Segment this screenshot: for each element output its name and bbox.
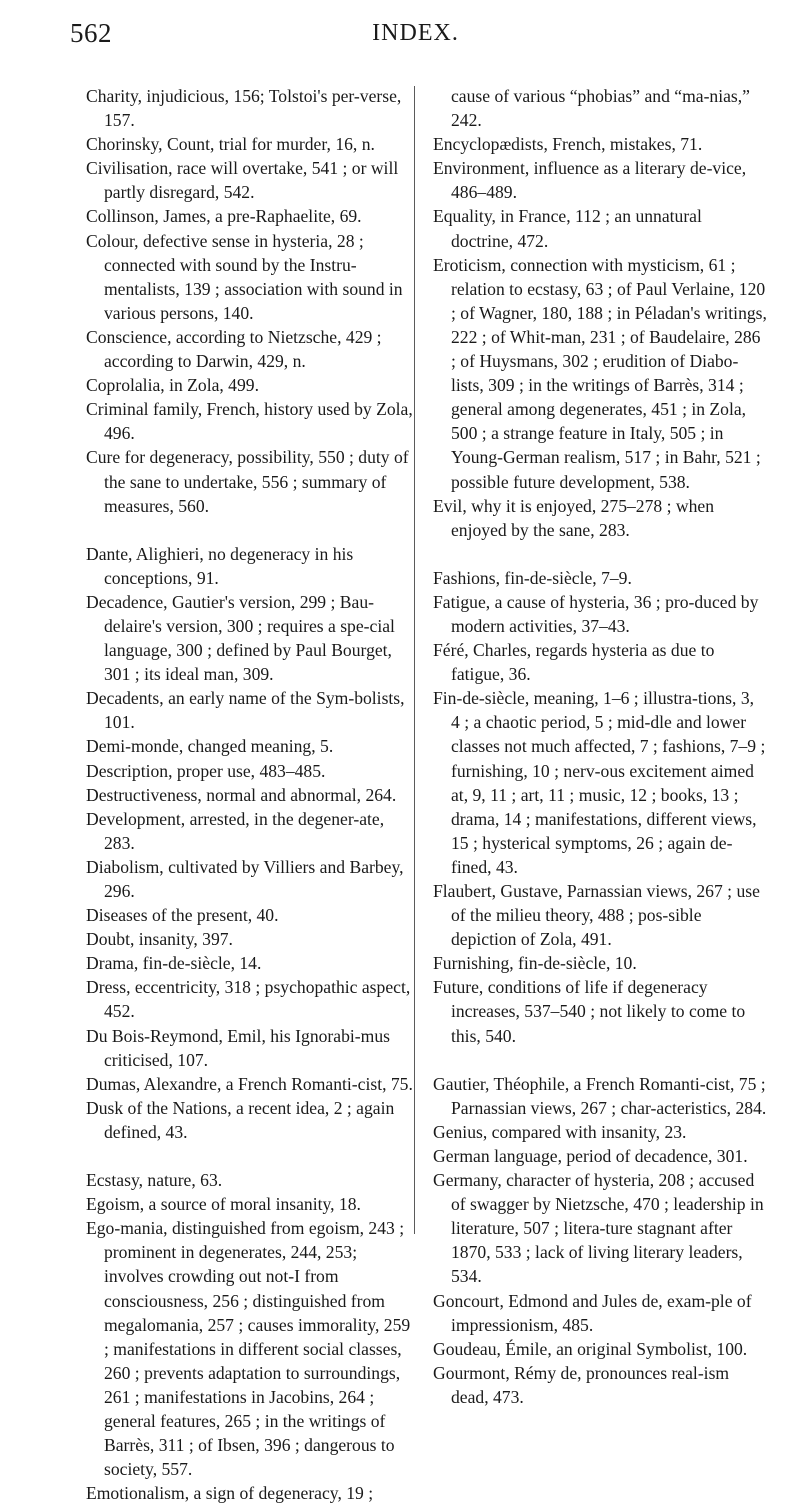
index-entry: Gautier, Théophile, a French Romanti-cist, 75 ; Parnassian views, 267 ; char-acteristics, 284. xyxy=(433,1073,767,1118)
index-entry: Eroticism, connection with mysticism, 61 ; relation to ecstasy, 63 ; of Paul Verlaine, 120 ; of Wagner, 180, 188 ; in Péladan's writings, 222 ; of Whit-man, 231 ; of Baudelaire, 286 ; of Huysmans, 302 ; erudition of Diabo-lists, 309 ; in the writings of Barrès, 314 ; general among degenerates, 451 ; in Zola, 500 ; a strange feature in Italy, 505 ; in Young-German realism, 517 ; in Bahr, 521 ; possible future development, 538. xyxy=(433,254,767,492)
index-entry: Flaubert, Gustave, Parnassian views, 267 ; use of the milieu theory, 488 ; pos-sible depiction of Zola, 491. xyxy=(433,881,760,950)
index-entry: Civilisation, race will overtake, 541 ; or will partly disregard, 542. xyxy=(86,158,399,203)
index-entry: Destructiveness, normal and abnormal, 264. xyxy=(86,784,397,805)
index-entry: Future, conditions of life if degeneracy increases, 537–540 ; not likely to come to this, 540. xyxy=(433,977,746,1046)
index-entry: Fatigue, a cause of hysteria, 36 ; pro-duced by modern activities, 37–43. xyxy=(433,591,759,636)
index-entry: Dumas, Alexandre, a French Romanti-cist, 75. xyxy=(86,1073,413,1094)
index-entry: Féré, Charles, regards hysteria as due to fatigue, 36. xyxy=(433,640,715,685)
index-entry: Evil, why it is enjoyed, 275–278 ; when enjoyed by the sane, 283. xyxy=(433,495,714,540)
index-entry: Egoism, a source of moral insanity, 18. xyxy=(86,1194,361,1215)
index-entry: Coprolalia, in Zola, 499. xyxy=(86,375,259,396)
column-divider xyxy=(414,86,415,1234)
index-entry: Dante, Alighieri, no degeneracy in his conceptions, 91. xyxy=(86,543,354,588)
index-entry: Development, arrested, in the degener-ate, 283. xyxy=(86,808,385,853)
index-entry: Drama, fin-de-siècle, 14. xyxy=(86,953,262,974)
index-column-right xyxy=(433,84,767,1409)
page-header xyxy=(70,18,761,58)
index-entry: Ego-mania, distinguished from egoism, 243 ; prominent in degenerates, 244, 253; involves crowding out not-I from consciousness, 256 ; distinguished from megalomania, 257 ; causes immorality, 259 ; manifestations in different social classes, 260 ; prevents adaptation to surroundings, 261 ; manifestations in Jacobins, 264 ; general features, 265 ; in the writings of Barrès, 311 ; of Ibsen, 396 ; dangerous to society, 557. xyxy=(86,1218,411,1480)
index-entry: Demi-monde, changed meaning, 5. xyxy=(86,736,334,757)
index-entry: Cure for degeneracy, possibility, 550 ; duty of the sane to undertake, 556 ; summary of measures, 560. xyxy=(86,447,409,516)
index-entry: Chorinsky, Count, trial for murder, 16, n. xyxy=(86,134,375,155)
index-entry: Dress, eccentricity, 318 ; psychopathic aspect, 452. xyxy=(86,977,411,1022)
index-entry: Ecstasy, nature, 63. xyxy=(86,1170,223,1191)
index-entry: Dusk of the Nations, a recent idea, 2 ; again defined, 43. xyxy=(86,1097,395,1142)
index-entry: German language, period of decadence, 301. xyxy=(433,1145,748,1166)
index-entry: Furnishing, fin-de-siècle, 10. xyxy=(433,953,637,974)
index-entry: Encyclopædists, French, mistakes, 71. xyxy=(433,134,703,155)
index-entry: Du Bois-Reymond, Emil, his Ignorabi-mus criticised, 107. xyxy=(86,1025,390,1070)
index-entry: Goncourt, Edmond and Jules de, exam-ple of impressionism, 485. xyxy=(433,1290,752,1335)
index-entry: Diseases of the present, 40. xyxy=(86,905,279,926)
index-entry: Diabolism, cultivated by Villiers and Barbey, 296. xyxy=(86,856,404,901)
page-number: 562 xyxy=(70,18,112,48)
index-entry: Conscience, according to Nietzsche, 429 ; according to Darwin, 429, n. xyxy=(86,326,382,372)
index-entry: Goudeau, Émile, an original Symbolist, 100. xyxy=(433,1338,748,1359)
index-entry: Gourmont, Rémy de, pronounces real-ism dead, 473. xyxy=(433,1362,730,1407)
index-column-left xyxy=(86,84,416,1505)
index-entry: Fin-de-siècle, meaning, 1–6 ; illustra-tions, 3, 4 ; a chaotic period, 5 ; mid-dle and lower classes not much affected, 7 ; fashions, 7–9 ; furnishing, 10 ; nerv-ous excitement aimed at, 9, 11 ; art, 11 ; music, 12 ; books, 13 ; drama, 14 ; manifestations, different views, 15 ; hysterical symptoms, 26 ; again de-fined, 43. xyxy=(433,688,766,877)
index-entry: Colour, defective sense in hysteria, 28 ; connected with sound by the Instru-mentalists, 139 ; association with sound in various persons, 140. xyxy=(86,230,403,323)
running-head: INDEX. xyxy=(372,20,459,46)
index-entry: Charity, injudicious, 156; Tolstoi's per-verse, 157. xyxy=(86,86,402,131)
index-entry: Description, proper use, 483–485. xyxy=(86,760,326,781)
index-entry: Genius, compared with insanity, 23. xyxy=(433,1121,687,1142)
index-entry: Germany, character of hysteria, 208 ; accused of swagger by Nietzsche, 470 ; leadership in literature, 507 ; litera-ture stagnant after 1870, 533 ; lack of living literary leaders, 534. xyxy=(433,1170,764,1287)
index-entry: Environment, influence as a literary de-vice, 486–489. xyxy=(433,158,747,203)
index-entry: Collinson, James, a pre-Raphaelite, 69. xyxy=(86,206,362,227)
index-entry: Criminal family, French, history used by Zola, 496. xyxy=(86,399,413,444)
index-entry: Doubt, insanity, 397. xyxy=(86,929,233,950)
index-entry: cause of various “phobias” and “ma-nias,” 242. xyxy=(451,86,750,131)
index-entry: Emotionalism, a sign of degeneracy, 19 ; xyxy=(86,1483,374,1504)
index-entry: Decadents, an early name of the Sym-bolists, 101. xyxy=(86,688,405,733)
index-entry: Equality, in France, 112 ; an unnatural doctrine, 472. xyxy=(433,206,702,251)
index-entry: Fashions, fin-de-siècle, 7–9. xyxy=(433,567,632,588)
index-entry: Decadence, Gautier's version, 299 ; Bau-delaire's version, 300 ; requires a spe-cial language, 300 ; defined by Paul Bourget, 301 ; its ideal man, 309. xyxy=(86,591,395,685)
